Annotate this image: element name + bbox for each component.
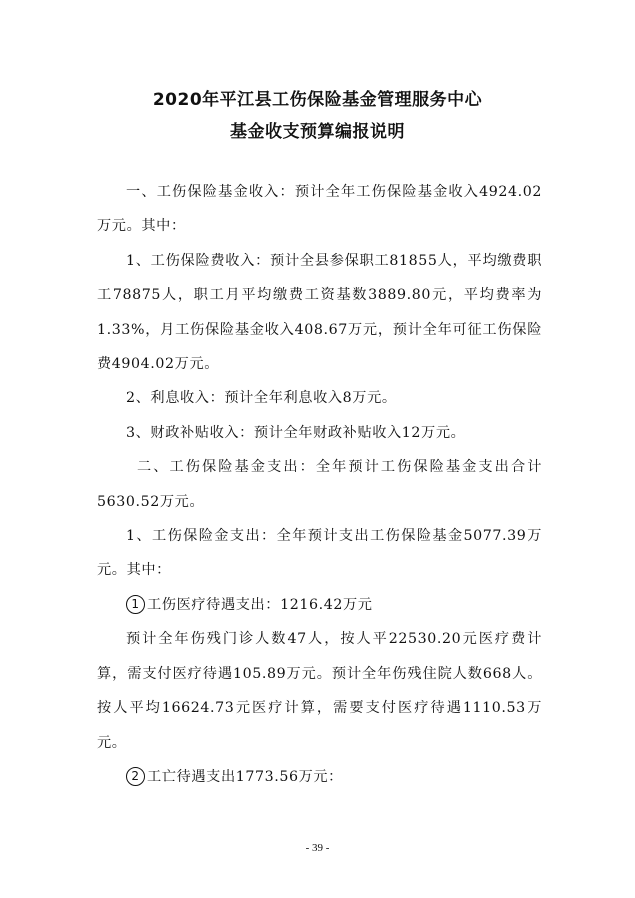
paragraph-income-heading: 一、工伤保险基金收入：预计全年工伤保险基金收入4924.02万元。其中： [97, 184, 542, 235]
paragraph-expenditure-heading: 二、工伤保险基金支出：全年预计工伤保险基金支出合计5630.52万元。 [97, 459, 542, 510]
list-item-medical [97, 588, 542, 622]
list-item-medical-text: 工伤医疗待遇支出：1216.42万元 [147, 596, 373, 613]
document-body [97, 175, 542, 794]
page-number: - 39 - [305, 842, 330, 854]
paragraph-interest-income: 2、利息收入：预计全年利息收入8万元。 [126, 390, 397, 407]
circled-number-2: 2 [126, 767, 145, 786]
document-title: 2020年平江县工伤保险基金管理服务中心 [152, 90, 483, 110]
paragraph-medical-detail: 预计全年伤残门诊人数47人，按人平22530.20元医疗费计算，需支付医疗待遇105.89万元。预计全年伤残住院人数668人。按人平均16624.73元医疗计算，需要支付医疗待遇1110.53万元。 [97, 631, 542, 751]
paragraph-benefit-expenditure: 1、工伤保险金支出：全年预计支出工伤保险基金5077.39万元。其中： [97, 528, 542, 579]
list-item-death-text: 工亡待遇支出1773.56万元： [147, 768, 343, 785]
circled-number-1: 1 [126, 595, 145, 614]
document-subtitle: 基金收支预算编报说明 [230, 122, 405, 142]
list-item-death [97, 760, 542, 794]
paragraph-premium-income: 1、工伤保险费收入：预计全县参保职工81855人，平均缴费职工78875人，职工月平均缴费工资基数3889.80元，平均费率为1.33%，月工伤保险基金收入408.67万元，预计全年可征工伤保险费4904.02万元。 [97, 252, 542, 373]
paragraph-subsidy-income: 3、财政补贴收入：预计全年财政补贴收入12万元。 [126, 424, 466, 441]
